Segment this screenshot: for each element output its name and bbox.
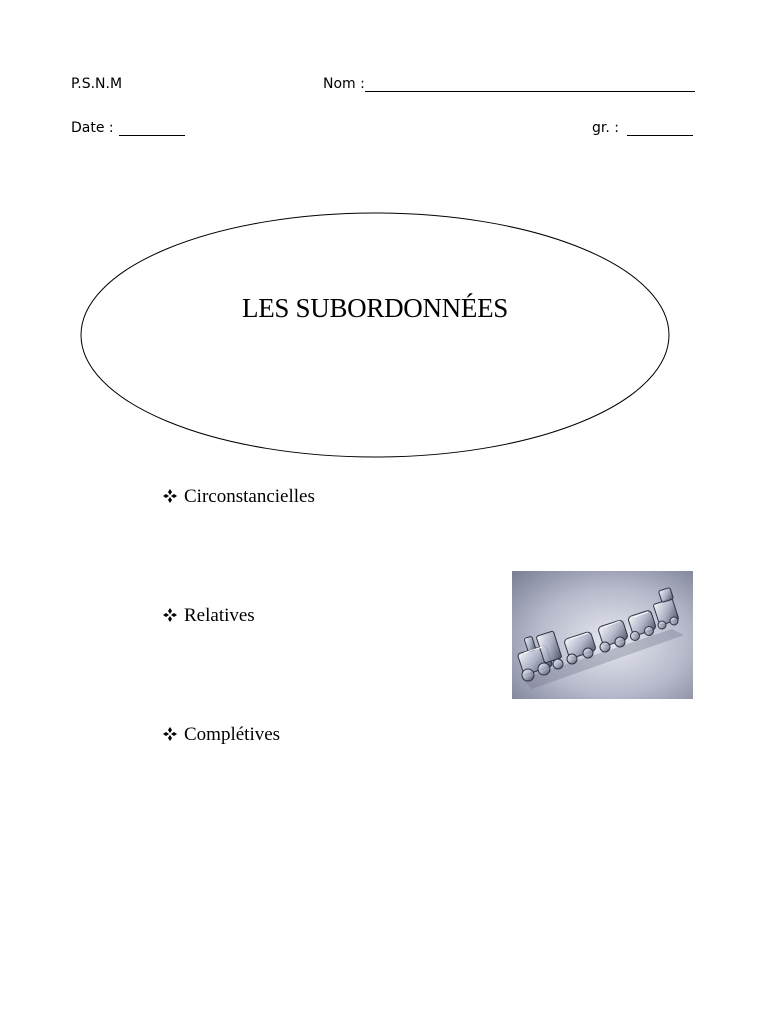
list-item-label: Complétives bbox=[184, 724, 281, 745]
diamond-bullet-icon bbox=[162, 607, 178, 623]
diamond-bullet-icon bbox=[162, 488, 178, 504]
page-title: LES SUBORDONNÉES bbox=[242, 293, 508, 323]
list-item-circonstancielles bbox=[162, 485, 315, 509]
date-blank-line bbox=[119, 135, 185, 136]
date-label: Date : bbox=[71, 120, 114, 136]
list-item-completives bbox=[162, 723, 280, 747]
title-ellipse bbox=[80, 212, 670, 458]
glass-toy-train-icon bbox=[512, 571, 693, 699]
name-label: Nom : bbox=[323, 76, 365, 92]
list-item-label: Relatives bbox=[184, 605, 255, 626]
list-item-relatives bbox=[162, 604, 255, 628]
group-label: gr. : bbox=[592, 120, 619, 136]
group-blank-line bbox=[627, 135, 693, 136]
diamond-bullet-icon bbox=[162, 726, 178, 742]
list-item-label: Circonstancielles bbox=[184, 486, 315, 507]
school-name: P.S.N.M bbox=[71, 76, 123, 92]
name-blank-line bbox=[365, 91, 695, 92]
